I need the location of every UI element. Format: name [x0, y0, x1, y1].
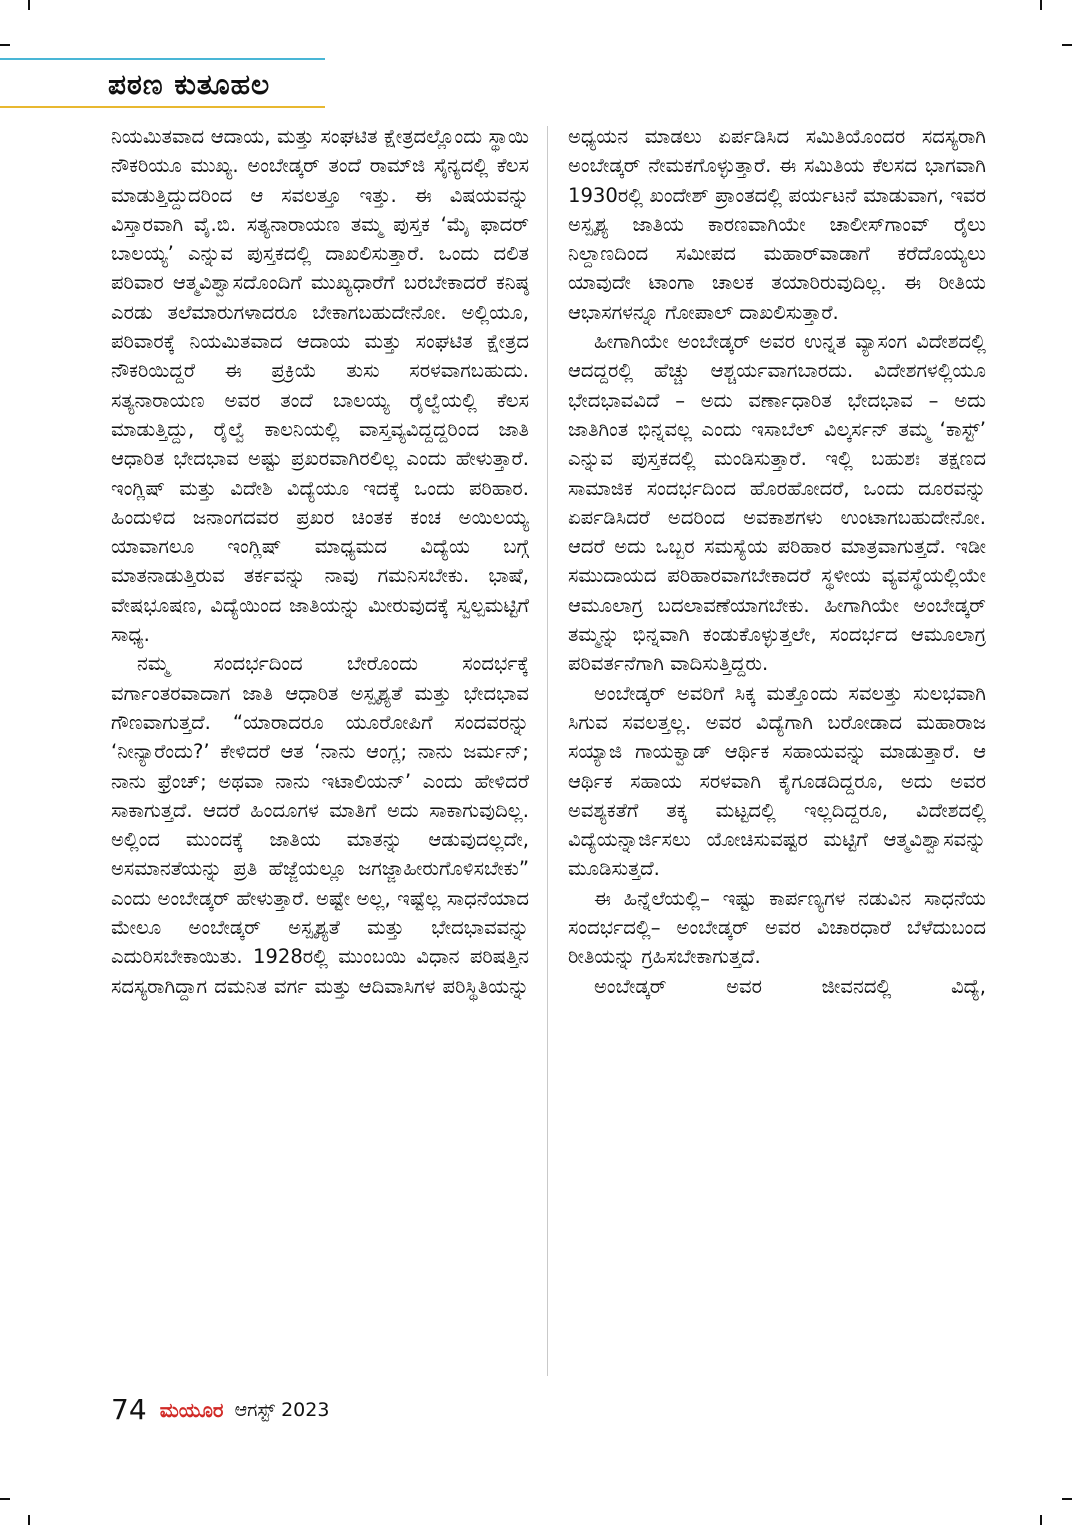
body-paragraph: ನಮ್ಮ ಸಂದರ್ಭದಿಂದ ಬೇರೊಂದು ಸಂದರ್ಭಕ್ಕೆ ವರ್ಗಾಂತರವಾದಾಗ ಜಾತಿ ಆಧಾರಿತ ಅಸ್ಪೃಶ್ಯತೆ ಮತ್ತು ಭೇದಭಾವ ಗೌಣವಾಗುತ್ತದೆ. “ಯಾರಾದರೂ ಯೂರೋಪಿಗೆ ಸಂದವರನ್ನು ‘ನೀನ್ಯಾರೆಂದು?’ ಕೇಳಿದರೆ ಆತ ‘ನಾನು ಆಂಗ್ಲ; ನಾನು ಜರ್ಮನ್; ನಾನು ಫ್ರೆಂಚ್; ಅಥವಾ ನಾನು ಇಟಾಲಿಯನ್’ ಎಂದು ಹೇಳಿದರೆ ಸಾಕಾಗುತ್ತದೆ. ಆದರೆ ಹಿಂದೂಗಳ ಮಾತಿಗೆ ಅದು ಸಾಕಾಗುವುದಿಲ್ಲ. ಅಲ್ಲಿಂದ ಮುಂದಕ್ಕೆ ಜಾತಿಯ ಮಾತನ್ನು ಆಡುವುದಲ್ಲದೇ, ಅಸಮಾನತೆಯನ್ನು ಪ್ರತಿ ಹೆಜ್ಜೆಯಲ್ಲೂ ಜಗಜ್ಜಾಹೀರುಗೊಳಿಸಬೇಕು” ಎಂದು ಅಂಬೇಡ್ಕರ್ ಹೇಳುತ್ತಾರೆ. ಅಷ್ಟೇ ಅಲ್ಲ, ಇಷ್ಟೆಲ್ಲ ಸಾಧನೆಯಾದ ಮೇಲೂ ಅಂಬೇಡ್ಕರ್ ಅಸ್ಪೃಶ್ಯತೆ ಮತ್ತು ಭೇದಭಾವವನ್ನು ಎದುರಿಸಬೇಕಾಯಿತು. 1928ರಲ್ಲಿ ಮುಂಬಯಿ ವಿಧಾನ ಪರಿಷತ್ತಿನ ಸದಸ್ಯರಾಗಿದ್ದಾಗ ದಮನಿತ ವರ್ಗ ಮತ್ತು ಆದಿವಾಸಿಗಳ ಪರಿಸ್ಥಿತಿಯನ್ನು — [111, 652, 529, 998]
body-paragraph: ಈ ಹಿನ್ನೆಲೆಯಲ್ಲಿ– ಇಷ್ಟು ಕಾರ್ಪಣ್ಯಗಳ ನಡುವಿನ ಸಾಧನೆಯ ಸಂದರ್ಭದಲ್ಲಿ– ಅಂಬೇಡ್ಕರ್ ಅವರ ವಿಚಾರಧಾರೆ ಬೆಳೆದುಬಂದ ರೀತಿಯನ್ನು ಗ್ರಹಿಸಬೇಕಾಗುತ್ತದೆ. — [568, 886, 986, 969]
crop-mark — [0, 1498, 10, 1500]
crop-mark — [1062, 1498, 1072, 1500]
body-paragraph: ಅಂಬೇಡ್ಕರ್ ಅವರ ಜೀವನದಲ್ಲಿ ವಿದ್ಯೆ, — [594, 974, 986, 998]
left-column — [111, 122, 529, 1001]
crop-mark — [28, 1515, 30, 1525]
header-rule-top — [0, 58, 325, 60]
magazine-logo: ಮಯೂರ — [159, 1397, 224, 1422]
body-paragraph: ಹೀಗಾಗಿಯೇ ಅಂಬೇಡ್ಕರ್ ಅವರ ಉನ್ನತ ವ್ಯಾಸಂಗ ವಿದೇಶದಲ್ಲಿ ಆದದ್ದರಲ್ಲಿ ಹೆಚ್ಚು ಆಶ್ಚರ್ಯವಾಗಬಾರದು. ವಿದೇಶಗಳಲ್ಲಿಯೂ ಭೇದಭಾವವಿದೆ – ಅದು ವರ್ಣಾಧಾರಿತ ಭೇದಭಾವ – ಅದು ಜಾತಿಗಿಂತ ಭಿನ್ನವಲ್ಲ ಎಂದು ಇಸಾಬೆಲ್ ವಿಲ್ಕರ್ಸನ್ ತಮ್ಮ ‘ಕಾಸ್ಟ್’ ಎನ್ನುವ ಪುಸ್ತಕದಲ್ಲಿ ಮಂಡಿಸುತ್ತಾರೆ. ಇಲ್ಲಿ ಬಹುಶಃ ತಕ್ಷಣದ ಸಾಮಾಜಿಕ ಸಂದರ್ಭದಿಂದ ಹೊರಹೋದರೆ, ಒಂದು ದೂರವನ್ನು ಏರ್ಪಡಿಸಿದರೆ ಅದರಿಂದ ಅವಕಾಶಗಳು ಉಂಟಾಗಬಹುದೇನೋ. ಆದರೆ ಅದು ಒಬ್ಬರ ಸಮಸ್ಯೆಯ ಪರಿಹಾರ ಮಾತ್ರವಾಗುತ್ತದೆ. ಇಡೀ ಸಮುದಾಯದ ಪರಿಹಾರವಾಗಬೇಕಾದರೆ ಸ್ಥಳೀಯ ವ್ಯವಸ್ಥೆಯಲ್ಲಿಯೇ ಆಮೂಲಾಗ್ರ ಬದಲಾವಣೆಯಾಗಬೇಕು. ಹೀಗಾಗಿಯೇ ಅಂಬೇಡ್ಕರ್ ತಮ್ಮನ್ನು ಭಿನ್ನವಾಗಿ ಕಂಡುಕೊಳ್ಳುತ್ತಲೇ, ಸಂದರ್ಭದ ಆಮೂಲಾಗ್ರ ಪರಿವರ್ತನೆಗಾಗಿ ವಾದಿಸುತ್ತಿದ್ದರು. — [568, 330, 986, 676]
body-paragraph: ಅಧ್ಯಯನ ಮಾಡಲು ಏರ್ಪಡಿಸಿದ ಸಮಿತಿಯೊಂದರ ಸದಸ್ಯರಾಗಿ ಅಂಬೇಡ್ಕರ್ ನೇಮಕಗೊಳ್ಳುತ್ತಾರೆ. ಈ ಸಮಿತಿಯ ಕೆಲಸದ ಭಾಗವಾಗಿ 1930ರಲ್ಲಿ ಖಂದೇಶ್ ಪ್ರಾಂತದಲ್ಲಿ ಪರ್ಯಟನೆ ಮಾಡುವಾಗ, ಇವರ ಅಸ್ಪೃಶ್ಯ ಜಾತಿಯ ಕಾರಣವಾಗಿಯೇ ಚಾಲೀಸ್‌ಗಾಂವ್ ರೈಲು ನಿಲ್ದಾಣದಿಂದ ಸಮೀಪದ ಮಹಾರ್‌ವಾಡಾಗೆ ಕರೆದೊಯ್ಯಲು ಯಾವುದೇ ಟಾಂಗಾ ಚಾಲಕ ತಯಾರಿರುವುದಿಲ್ಲ. ಈ ರೀತಿಯ ಆಭಾಸಗಳನ್ನೂ ಗೋಪಾಲ್ ದಾಖಲಿಸುತ್ತಾರೆ. — [568, 125, 986, 324]
header-rule-bottom — [0, 106, 325, 108]
section-header — [0, 58, 325, 108]
page-number: 74 — [111, 1393, 147, 1426]
crop-mark — [28, 0, 30, 10]
section-title: ಪಠಣ ಕುತೂಹಲ — [108, 68, 271, 101]
crop-mark — [1062, 44, 1072, 46]
page-footer — [111, 1393, 329, 1429]
issue-date: ಆಗಸ್ಟ್ 2023 — [234, 1398, 330, 1421]
crop-mark — [0, 44, 10, 46]
body-paragraph: ನಿಯಮಿತವಾದ ಆದಾಯ, ಮತ್ತು ಸಂಘಟಿತ ಕ್ಷೇತ್ರದಲ್ಲೊಂದು ಸ್ಥಾಯಿ ನೌಕರಿಯೂ ಮುಖ್ಯ. ಅಂಬೇಡ್ಕರ್ ತಂದೆ ರಾಮ್‌ಜಿ ಸೈನ್ಯದಲ್ಲಿ ಕೆಲಸ ಮಾಡುತ್ತಿದ್ದುದರಿಂದ ಆ ಸವಲತ್ತೂ ಇತ್ತು. ಈ ವಿಷಯವನ್ನು ವಿಸ್ತಾರವಾಗಿ ವೈ.ಬಿ. ಸತ್ಯನಾರಾಯಣ ತಮ್ಮ ಪುಸ್ತಕ ‘ಮೈ ಫಾದರ್ ಬಾಲಯ್ಯ’ ಎನ್ನುವ ಪುಸ್ತಕದಲ್ಲಿ ದಾಖಲಿಸುತ್ತಾರೆ. ಒಂದು ದಲಿತ ಪರಿವಾರ ಆತ್ಮವಿಶ್ವಾಸದೊಂದಿಗೆ ಮುಖ್ಯಧಾರೆಗೆ ಬರಬೇಕಾದರೆ ಕನಿಷ್ಠ ಎರಡು ತಲೆಮಾರುಗಳಾದರೂ ಬೇಕಾಗಬಹುದೇನೋ. ಅಲ್ಲಿಯೂ, ಪರಿವಾರಕ್ಕೆ ನಿಯಮಿತವಾದ ಆದಾಯ ಮತ್ತು ಸಂಘಟಿತ ಕ್ಷೇತ್ರದ ನೌಕರಿಯಿದ್ದರೆ ಈ ಪ್ರಕ್ರಿಯೆ ತುಸು ಸರಳವಾಗಬಹುದು. ಸತ್ಯನಾರಾಯಣ ಅವರ ತಂದೆ ಬಾಲಯ್ಯ ರೈಲ್ವೆಯಲ್ಲಿ ಕೆಲಸ ಮಾಡುತ್ತಿದ್ದು, ರೈಲ್ವೆ ಕಾಲನಿಯಲ್ಲಿ ವಾಸ್ತವ್ಯವಿದ್ದದ್ದರಿಂದ ಜಾತಿ ಆಧಾರಿತ ಭೇದಭಾವ ಅಷ್ಟು ಪ್ರಖರವಾಗಿರಲಿಲ್ಲ ಎಂದು ಹೇಳುತ್ತಾರೆ. ಇಂಗ್ಲಿಷ್ ಮತ್ತು ವಿದೇಶಿ ವಿದ್ಯೆಯೂ ಇದಕ್ಕೆ ಒಂದು ಪರಿಹಾರ. ಹಿಂದುಳಿದ ಜನಾಂಗದವರ ಪ್ರಖರ ಚಿಂತಕ ಕಂಚ ಅಯಿಲಯ್ಯ ಯಾವಾಗಲೂ ಇಂಗ್ಲಿಷ್ ಮಾಧ್ಯಮದ ವಿದ್ಯೆಯ ಬಗ್ಗೆ ಮಾತನಾಡುತ್ತಿರುವ ತರ್ಕವನ್ನು ನಾವು ಗಮನಿಸಬೇಕು. ಭಾಷೆ, ವೇಷಭೂಷಣ, ವಿದ್ಯೆಯಿಂದ ಜಾತಿಯನ್ನು ಮೀರುವುದಕ್ಕೆ ಸ್ವಲ್ಪಮಟ್ಟಿಗೆ ಸಾಧ್ಯ. — [111, 125, 529, 647]
crop-mark — [1040, 1515, 1042, 1525]
body-paragraph: ಅಂಬೇಡ್ಕರ್ ಅವರಿಗೆ ಸಿಕ್ಕ ಮತ್ತೊಂದು ಸವಲತ್ತು ಸುಲಭವಾಗಿ ಸಿಗುವ ಸವಲತ್ತಲ್ಲ. ಅವರ ವಿದ್ಯೆಗಾಗಿ ಬರೋಡಾದ ಮಹಾರಾಜ ಸಯ್ಯಾಜಿ ಗಾಯಕ್ವಾಡ್ ಆರ್ಥಿಕ ಸಹಾಯವನ್ನು ಮಾಡುತ್ತಾರೆ. ಆ ಆರ್ಥಿಕ ಸಹಾಯ ಸರಳವಾಗಿ ಕೈಗೂಡದಿದ್ದರೂ, ಅದು ಅವರ ಅವಶ್ಯಕತೆಗೆ ತಕ್ಕ ಮಟ್ಟದಲ್ಲಿ ಇಲ್ಲದಿದ್ದರೂ, ವಿದೇಶದಲ್ಲಿ ವಿದ್ಯೆಯನ್ನಾರ್ಜಿಸಲು ಯೋಚಿಸುವಷ್ಟರ ಮಟ್ಟಿಗೆ ಆತ್ಮವಿಶ್ವಾಸವನ್ನು ಮೂಡಿಸುತ್ತದೆ. — [568, 681, 986, 881]
right-column — [568, 122, 986, 1001]
column-divider — [547, 126, 548, 1376]
crop-mark — [1040, 0, 1042, 10]
